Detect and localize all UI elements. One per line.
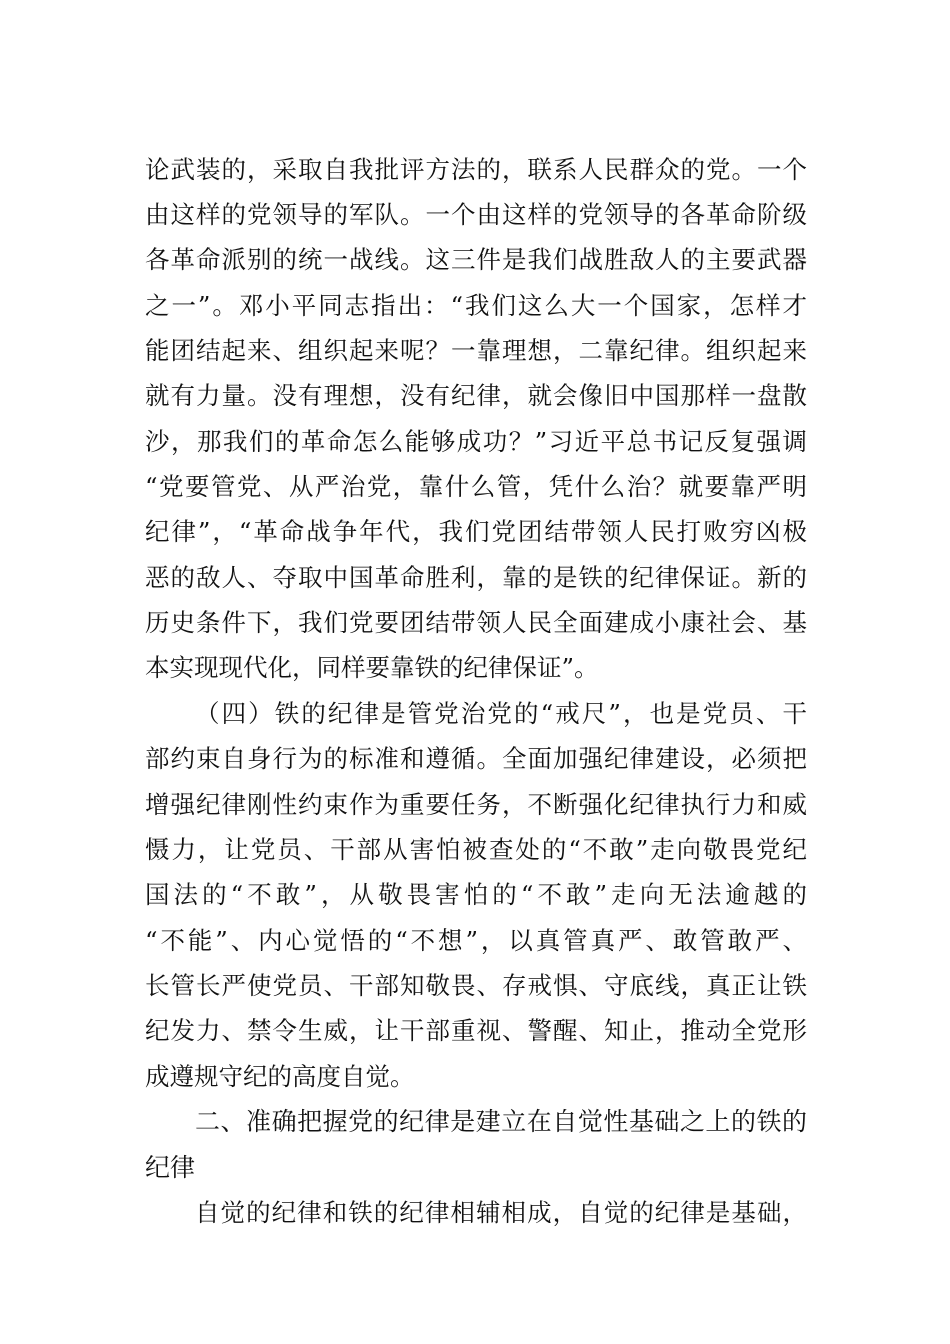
section-heading: 二、准确把握党的纪律是建立在自觉性基础之上的铁的: [195, 1107, 807, 1136]
body-text-line: 纪律”，“革命战争年代，我们党团结带领人民打败穷凶极: [145, 517, 807, 546]
section-heading: 纪律: [145, 1153, 196, 1182]
body-text-line: 长管长严使党员、干部知敬畏、存戒惧、守底线，真正让铁: [145, 971, 807, 1000]
body-text-line: 就有力量。没有理想，没有纪律，就会像旧中国那样一盘散: [145, 381, 807, 410]
body-text-line: “不能”、内心觉悟的“不想”，以真管真严、敢管敢严、: [145, 926, 807, 955]
body-text-line: 由这样的党领导的军队。一个由这样的党领导的各革命阶级: [145, 200, 807, 229]
body-text-line: 国法的“不敢”，从敬畏害怕的“不敢”走向无法逾越的: [145, 880, 807, 909]
body-text-line: 成遵规守纪的高度自觉。: [145, 1062, 415, 1091]
body-text-line: 部约束自身行为的标准和遵循。全面加强纪律建设，必须把: [145, 744, 807, 773]
body-text-line: 能团结起来、组织起来呢？一靠理想，二靠纪律。组织起来: [145, 336, 807, 365]
body-text-line: 历史条件下，我们党要团结带领人民全面建成小康社会、基: [145, 608, 807, 637]
body-text-line: 论武装的，采取自我批评方法的，联系人民群众的党。一个: [145, 155, 807, 184]
body-text-line: 自觉的纪律和铁的纪律相辅相成，自觉的纪律是基础，: [195, 1198, 807, 1227]
body-text-line: 本实现现代化，同样要靠铁的纪律保证”。: [145, 653, 599, 682]
body-text-line: （四）铁的纪律是管党治党的“戒尺”，也是党员、干: [195, 699, 807, 728]
body-text-line: 之一”。邓小平同志指出：“我们这么大一个国家，怎样才: [145, 291, 807, 320]
body-text-line: 各革命派别的统一战线。这三件是我们战胜敌人的主要武器: [145, 245, 807, 274]
body-text-line: 恶的敌人、夺取中国革命胜利，靠的是铁的纪律保证。新的: [145, 563, 807, 592]
body-text-line: 慑力，让党员、干部从害怕被查处的“不敢”走向敬畏党纪: [145, 835, 807, 864]
body-text-line: 增强纪律刚性约束作为重要任务，不断强化纪律执行力和威: [145, 790, 807, 819]
body-text-line: 沙，那我们的革命怎么能够成功？”习近平总书记反复强调: [145, 427, 807, 456]
body-text-line: “党要管党、从严治党，靠什么管，凭什么治？就要靠严明: [145, 472, 807, 501]
body-text-line: 纪发力、禁令生威，让干部重视、警醒、知止，推动全党形: [145, 1016, 807, 1045]
